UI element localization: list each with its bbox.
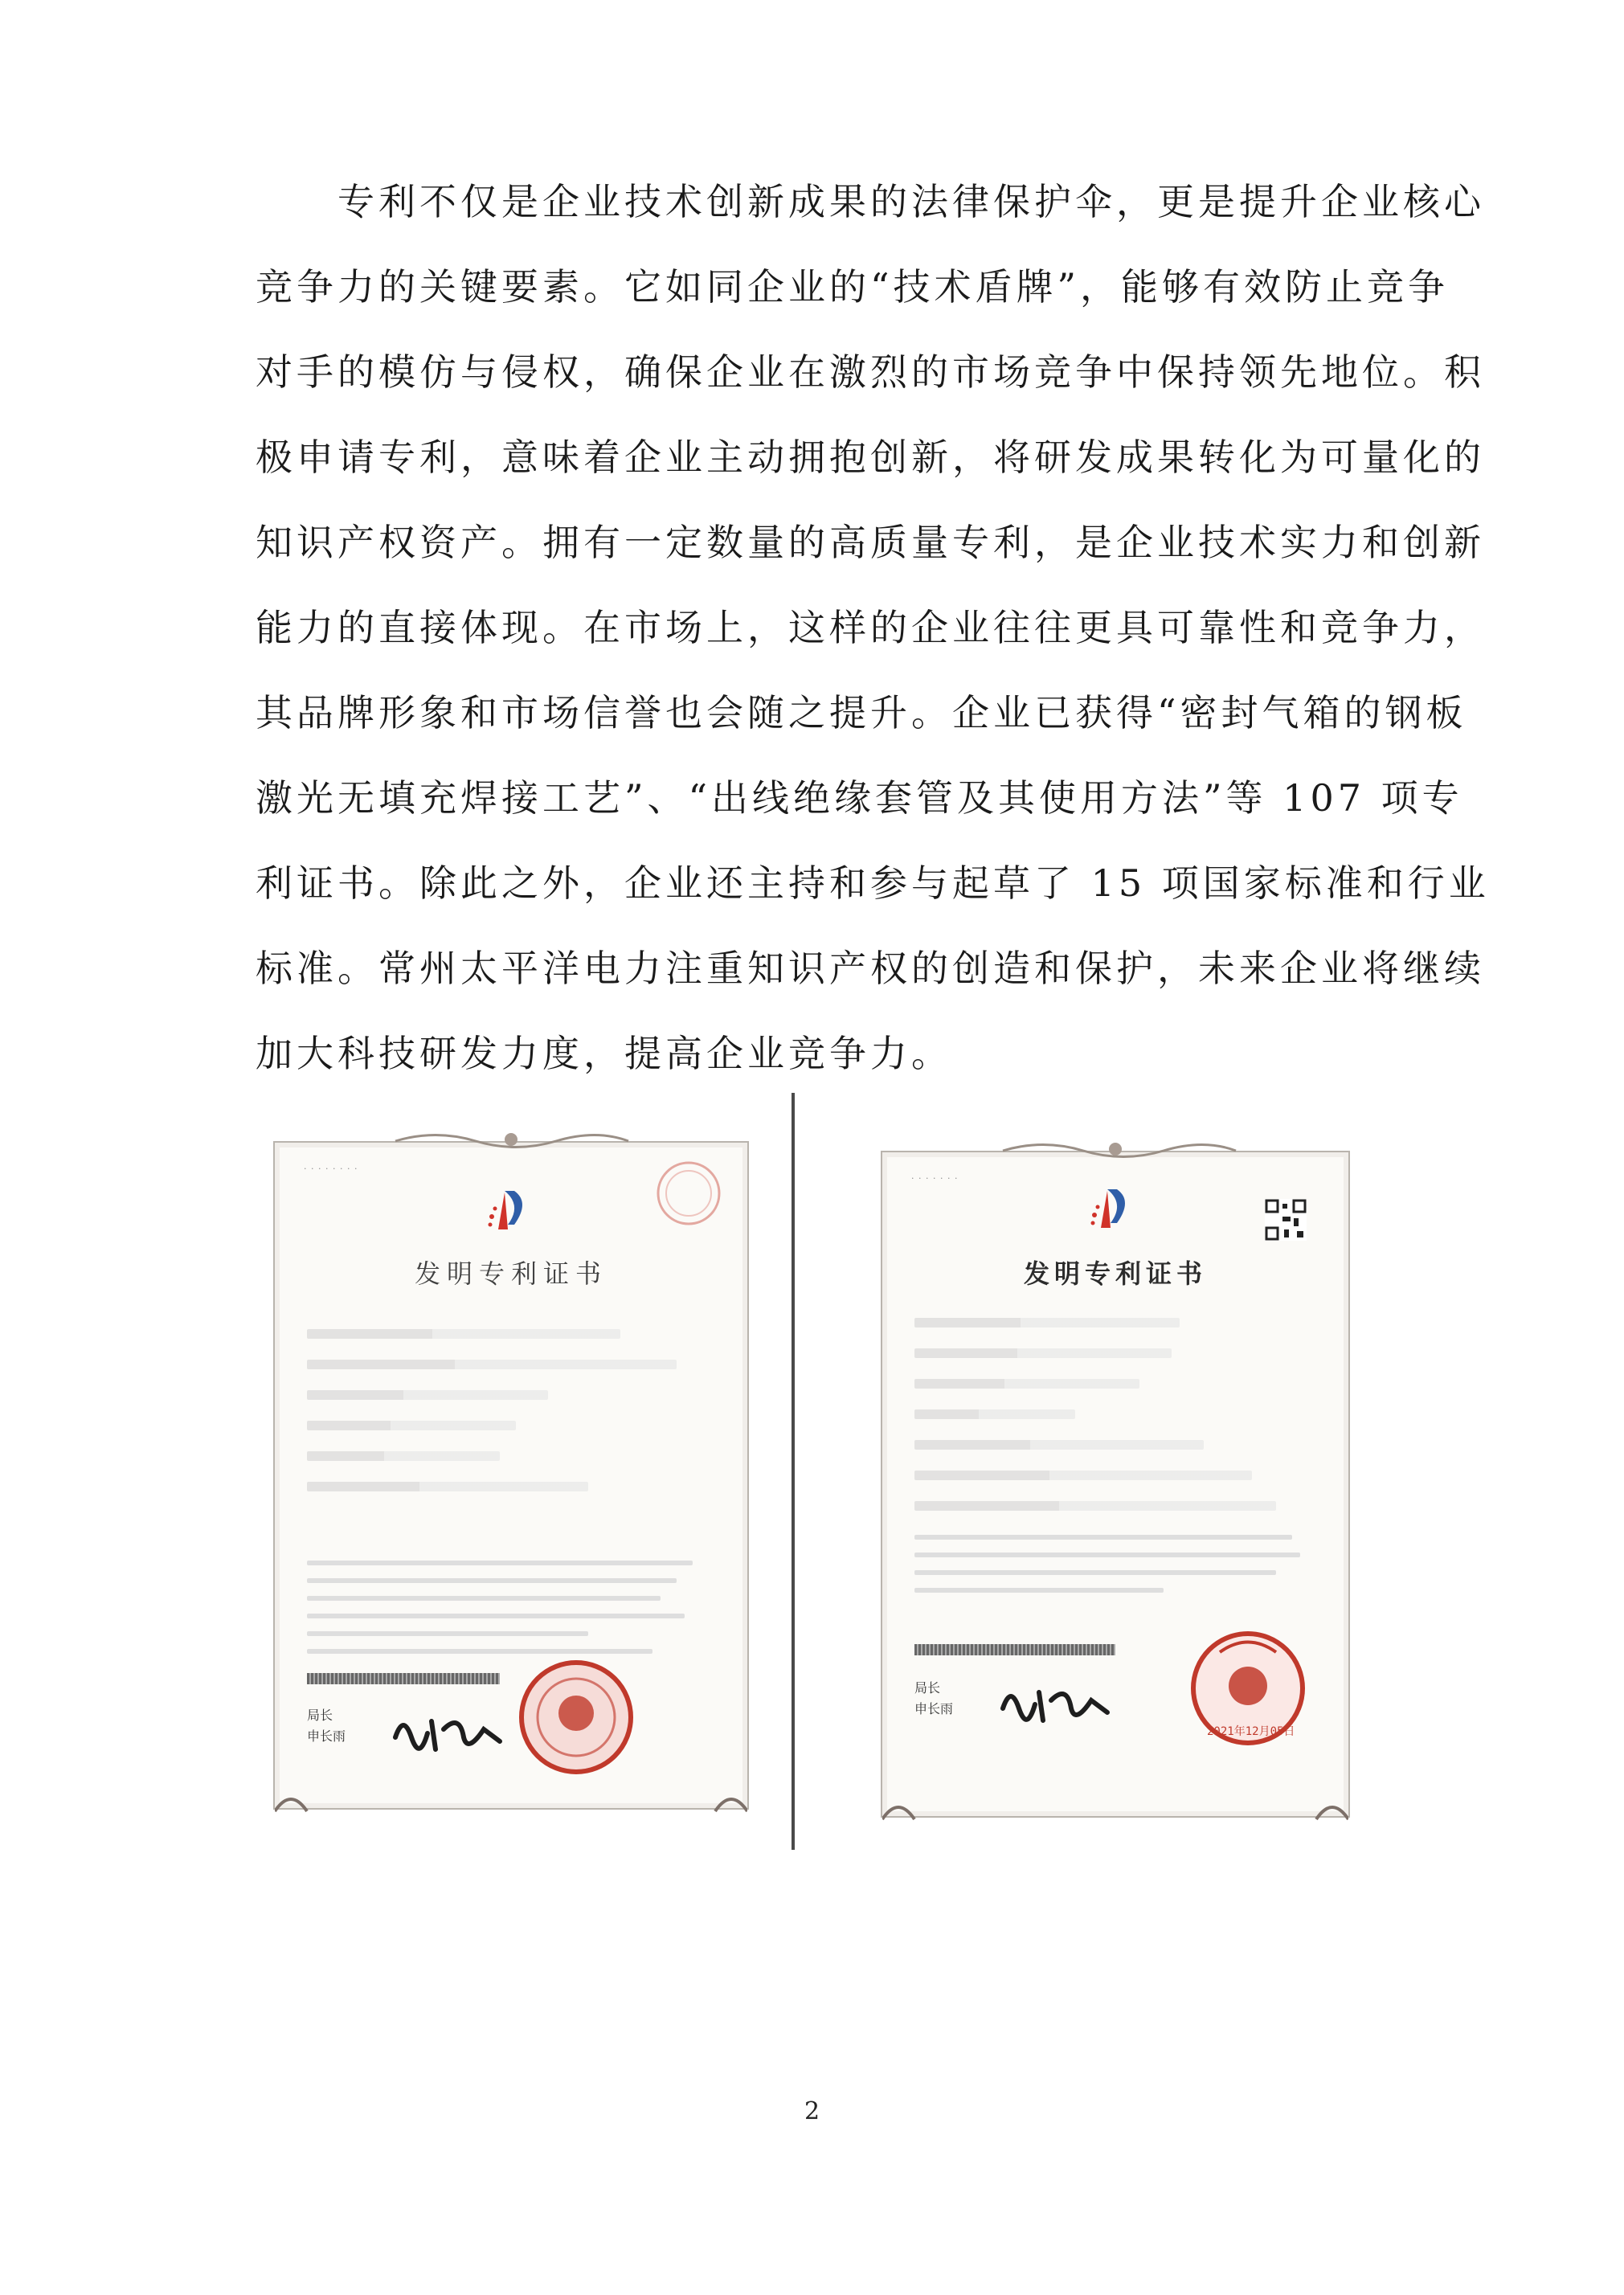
article-paragraph <box>256 159 1490 1096</box>
signer-block <box>307 1705 346 1747</box>
certificate-code-strip <box>307 1673 500 1684</box>
patent-certificate-right <box>881 1151 1350 1818</box>
official-seal-icon <box>516 1657 636 1778</box>
paragraph-line: 利证书。除此之外，企业还主持和参与起草了 15 项国家标准和行业 <box>256 861 1490 905</box>
patent-certificate-left <box>273 1141 749 1810</box>
paragraph-line: 能力的直接体现。在市场上，这样的企业往往更具可靠性和竞争力， <box>256 606 1485 649</box>
certificate-body-text <box>914 1535 1316 1606</box>
seal-date: 2021年12月05日 <box>1207 1725 1295 1738</box>
signer-name: 申长雨 <box>914 1701 954 1716</box>
bottom-ornament-icon <box>275 1787 747 1818</box>
vertical-divider <box>792 1093 795 1850</box>
paragraph-line: 激光无填充焊接工艺”、“出线绝缘套管及其使用方法”等 107 项专 <box>256 776 1463 820</box>
top-ornament-icon <box>275 1125 747 1156</box>
certificate-body-text <box>307 1561 709 1667</box>
certificate-serial: · · · · · · · · <box>304 1164 358 1174</box>
patent-office-emblem-icon <box>481 1184 537 1241</box>
qr-code-icon <box>1265 1199 1307 1241</box>
paragraph-line: 专利不仅是企业技术创新成果的法律保护伞，更是提升企业核心 <box>256 180 1485 223</box>
signer-block <box>914 1678 953 1720</box>
certificate-serial: · · · · · · · <box>911 1173 959 1184</box>
paragraph-line: 其品牌形象和市场信誉也会随之提升。企业已获得“密封气箱的钢板 <box>256 691 1467 734</box>
signer-title: 局长 <box>307 1708 333 1723</box>
patent-office-emblem-icon <box>1083 1183 1139 1239</box>
paragraph-line: 标准。常州太平洋电力注重知识产权的创造和保护，未来企业将继续 <box>256 947 1485 990</box>
signer-title: 局长 <box>914 1680 941 1696</box>
certificate-fields <box>914 1318 1316 1532</box>
page-number: 2 <box>804 2097 820 2125</box>
top-ornament-icon <box>882 1135 1348 1165</box>
paragraph-line: 加大科技研发力度，提高企业竞争力。 <box>256 1032 952 1075</box>
certificate-title: 发明专利证书 <box>1023 1258 1207 1289</box>
faint-stamp-icon <box>652 1157 725 1229</box>
signature-icon <box>995 1676 1115 1732</box>
signature-icon <box>387 1705 508 1761</box>
paragraph-line: 竞争力的关键要素。它如同企业的“技术盾牌”，能够有效防止竞争 <box>256 265 1450 309</box>
paragraph-line: 极申请专利，意味着企业主动拥抱创新，将研发成果转化为可量化的 <box>256 436 1485 479</box>
certificate-fields <box>307 1329 709 1512</box>
certificate-title: 发明专利证书 <box>414 1258 607 1289</box>
certificate-code-strip <box>914 1644 1115 1655</box>
bottom-ornament-icon <box>882 1795 1348 1826</box>
paragraph-line: 知识产权资产。拥有一定数量的高质量专利，是企业技术实力和创新 <box>256 521 1485 564</box>
signer-name: 申长雨 <box>307 1728 346 1744</box>
paragraph-line: 对手的模仿与侵权，确保企业在激烈的市场竞争中保持领先地位。积 <box>256 350 1485 394</box>
